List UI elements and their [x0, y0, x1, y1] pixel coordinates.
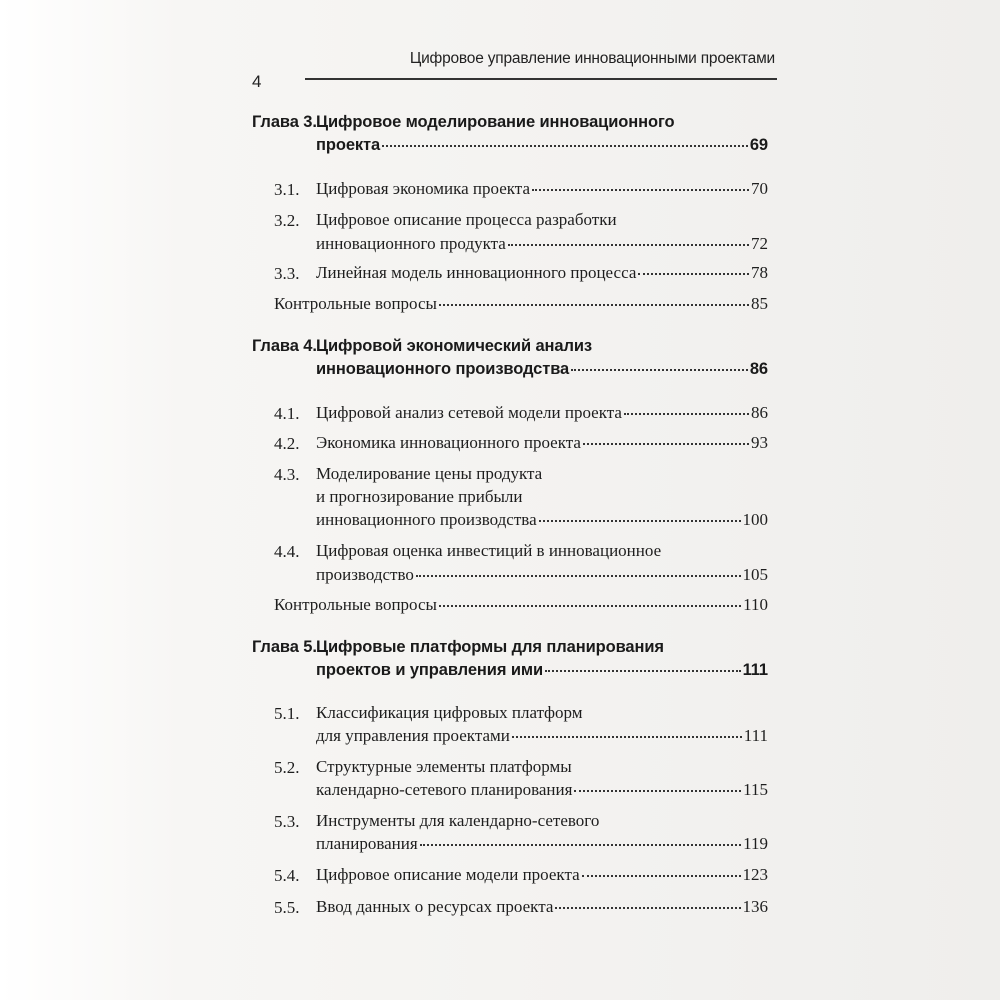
- chapter-3-title-line1: Цифровое моделирование инновационного: [316, 113, 675, 131]
- section-number: 4.2.: [274, 434, 300, 453]
- section-title-cont: планирования: [316, 834, 418, 853]
- chapter-3-entry: [316, 137, 768, 154]
- section-number: 5.3.: [274, 812, 300, 831]
- section-number: 4.3.: [274, 465, 300, 484]
- section-number: 5.5.: [274, 898, 300, 917]
- section-title: Моделирование цены продукта: [316, 464, 543, 483]
- chapter-5-title-line2: проектов и управления ими: [316, 661, 544, 679]
- questions-label: Контрольные вопросы: [274, 595, 437, 614]
- section-title-cont: производство: [316, 565, 414, 584]
- toc-entry-3-3: [316, 264, 768, 281]
- dot-leader: [624, 413, 749, 415]
- section-title: Цифровой анализ сетевой модели проекта: [316, 403, 622, 422]
- chapter-5-label: Глава 5.: [252, 638, 317, 656]
- chapter-5-page: 111: [742, 661, 768, 679]
- dot-leader: [512, 736, 742, 738]
- section-title-cont: и прогнозирование прибыли: [316, 487, 523, 506]
- section-title: Цифровое описание модели проекта: [316, 865, 580, 884]
- section-page: 115: [743, 780, 768, 799]
- chapter-3-title-line2: проекта: [316, 136, 381, 154]
- chapter-3-label: Глава 3.: [252, 113, 317, 131]
- section-page: 93: [751, 433, 768, 452]
- section-title: Ввод данных о ресурсах проекта: [316, 897, 554, 916]
- chapter-4-label: Глава 4.: [252, 337, 317, 355]
- dot-leader: [555, 907, 740, 909]
- section-page: 119: [743, 834, 768, 853]
- section-page: 105: [742, 565, 768, 584]
- page-number: 4: [252, 72, 262, 91]
- section-page: 86: [751, 403, 768, 422]
- section-number: 4.1.: [274, 404, 300, 423]
- toc-entry-ch4-questions: [274, 596, 768, 613]
- section-number: 3.3.: [274, 264, 300, 283]
- section-page: 136: [742, 897, 768, 916]
- questions-label: Контрольные вопросы: [274, 294, 437, 313]
- toc-entry-4-3: [316, 511, 768, 528]
- toc-entry-5-4: [316, 866, 768, 883]
- dot-leader: [420, 844, 741, 846]
- section-page: 100: [742, 510, 768, 529]
- toc-entry-5-1: [316, 727, 768, 744]
- toc-entry-4-4: [316, 566, 768, 583]
- section-number: 3.2.: [274, 211, 300, 230]
- dot-leader: [532, 189, 749, 191]
- section-number: 4.4.: [274, 542, 300, 561]
- toc-entry-5-2: [316, 781, 768, 798]
- toc-entry-ch3-questions: [274, 295, 768, 312]
- section-page: 72: [751, 234, 768, 253]
- section-title: Цифровое описание процесса разработки: [316, 210, 617, 229]
- dot-leader: [638, 273, 749, 275]
- toc-entry-5-3: [316, 835, 768, 852]
- section-title: Линейная модель инновационного процесса: [316, 263, 637, 282]
- section-page: 70: [751, 179, 768, 198]
- running-title: Цифровое управление инновационными проектами: [409, 50, 775, 67]
- dot-leader: [583, 443, 749, 445]
- section-number: 3.1.: [274, 180, 300, 199]
- chapter-4-title-line1: Цифровой экономический анализ: [316, 337, 593, 355]
- section-title-cont: инновационного производства: [316, 510, 537, 529]
- section-page: 123: [742, 865, 768, 884]
- section-title: Инструменты для календарно-сетевого: [316, 811, 600, 830]
- chapter-5-title-line1: Цифровые платформы для планирования: [316, 638, 664, 656]
- section-title: Цифровая экономика проекта: [316, 179, 530, 198]
- dot-leader: [582, 875, 741, 877]
- dot-leader: [439, 304, 749, 306]
- section-page: 78: [751, 263, 768, 282]
- dot-leader: [574, 790, 741, 792]
- dot-leader: [382, 145, 748, 147]
- section-title-cont: для управления проектами: [316, 726, 510, 745]
- section-number: 5.2.: [274, 758, 300, 777]
- chapter-5-entry: [316, 662, 768, 679]
- dot-leader: [439, 605, 741, 607]
- toc-entry-4-2: [316, 434, 768, 451]
- toc-entry-3-1: [316, 180, 768, 197]
- toc-entry-4-1: [316, 404, 768, 421]
- section-page: 111: [743, 726, 768, 745]
- dot-leader: [416, 575, 741, 577]
- chapter-4-entry: [316, 361, 768, 378]
- section-number: 5.4.: [274, 866, 300, 885]
- section-title: Структурные элементы платформы: [316, 757, 572, 776]
- toc-entry-3-2: [316, 235, 768, 252]
- section-title-cont: календарно-сетевого планирования: [316, 780, 573, 799]
- section-title: Классификация цифровых платформ: [316, 703, 583, 722]
- dot-leader: [545, 670, 741, 672]
- section-title-cont: инновационного продукта: [316, 234, 506, 253]
- section-title: Цифровая оценка инвестиций в инновационное: [316, 541, 662, 560]
- chapter-4-page: 86: [749, 360, 768, 378]
- dot-leader: [508, 244, 749, 246]
- questions-page: 85: [751, 294, 768, 313]
- questions-page: 110: [743, 595, 768, 614]
- dot-leader: [571, 369, 748, 371]
- toc-entry-5-5: [316, 898, 768, 915]
- chapter-4-title-line2: инновационного производства: [316, 360, 570, 378]
- chapter-3-page: 69: [749, 136, 768, 154]
- section-number: 5.1.: [274, 704, 300, 723]
- dot-leader: [539, 520, 741, 522]
- section-title: Экономика инновационного проекта: [316, 433, 581, 452]
